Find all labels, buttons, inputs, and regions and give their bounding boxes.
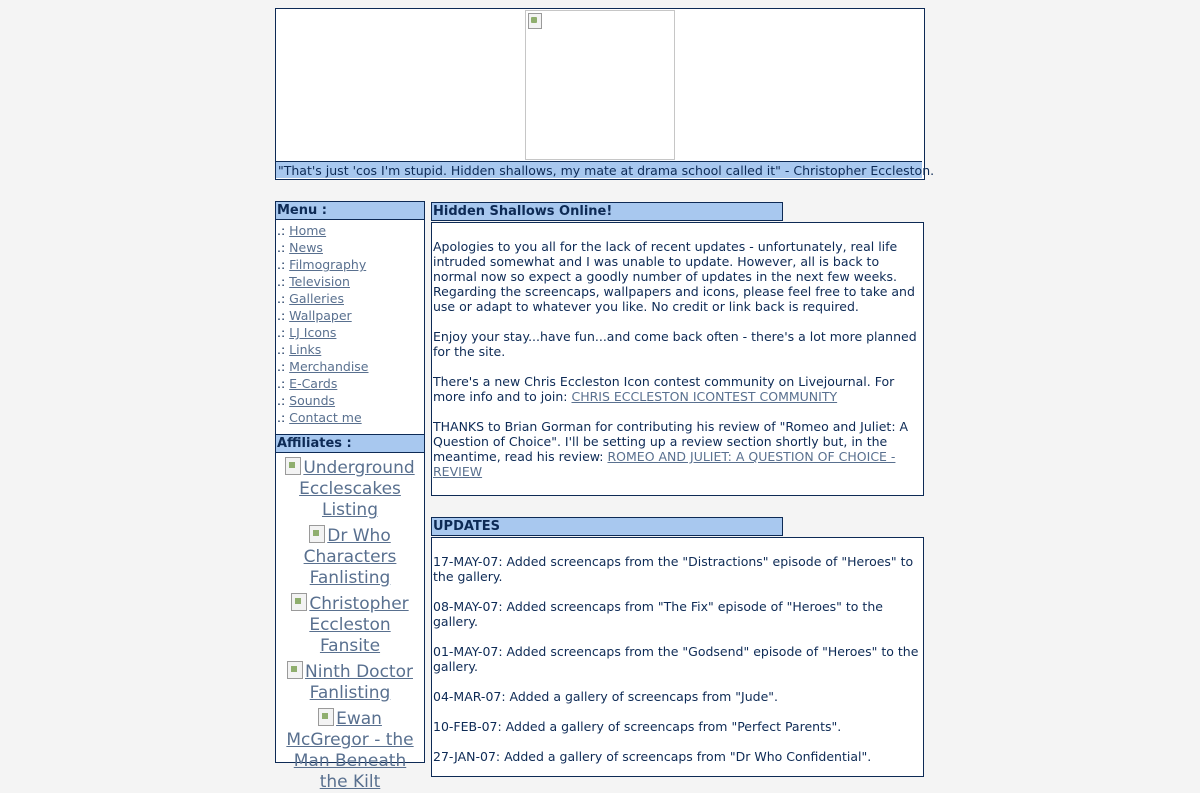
broken-image-icon bbox=[318, 708, 334, 726]
broken-image-icon bbox=[287, 661, 303, 679]
sidebar bbox=[275, 201, 425, 792]
menu-item-television bbox=[277, 273, 424, 290]
menu-item-galleries bbox=[277, 290, 424, 307]
welcome-paragraph: Enjoy your stay...have fun...and come back often - there's a lot more planned for the site. bbox=[433, 329, 917, 359]
welcome-paragraph bbox=[433, 374, 921, 404]
review-link[interactable]: ROMEO AND JULIET: A QUESTION OF CHOICE - REVIEW bbox=[433, 449, 896, 479]
welcome-paragraph: Apologies to you all for the lack of recent updates - unfortunately, real life intruded somewhat and I was unable to update. However, all is back to normal now so expect a goodly number of updates in the next few weeks. Regarding the screencaps, wallpapers and icons, please feel free to take and use or adapt to whatever you like. No credit or link back is required. bbox=[433, 239, 915, 314]
update-entry: 17-MAY-07: Added screencaps from the "Distractions" episode of "Heroes" to the gallery. bbox=[433, 554, 914, 584]
update-entry: 27-JAN-07: Added a gallery of screencaps from "Dr Who Confidential". bbox=[433, 749, 872, 764]
menu-bullet: .: bbox=[277, 291, 286, 306]
broken-image-icon bbox=[291, 593, 307, 611]
affiliate-label: Christopher Eccleston Fansite bbox=[309, 594, 409, 656]
banner-image bbox=[525, 10, 675, 160]
updates-title: UPDATES bbox=[431, 517, 783, 536]
menu-bullet: .: bbox=[277, 325, 286, 340]
broken-image-icon bbox=[309, 525, 325, 543]
paragraph-text: There's a new Chris Eccleston Icon contest community on Livejournal. For more info and to join: bbox=[433, 374, 895, 404]
menu-bullet: .: bbox=[277, 240, 286, 255]
welcome-box bbox=[431, 222, 924, 496]
menu-link-news[interactable]: News bbox=[289, 240, 323, 255]
menu-link-e-cards[interactable]: E-Cards bbox=[289, 376, 338, 391]
menu-bullet: .: bbox=[277, 223, 286, 238]
menu-item-home bbox=[277, 222, 424, 239]
menu-item-news bbox=[277, 239, 424, 256]
header-quote: "That's just 'cos I'm stupid. Hidden shallows, my mate at drama school called it" - Christopher Eccleston. bbox=[278, 163, 935, 178]
affiliate-link[interactable] bbox=[276, 661, 424, 704]
menu-item-lj-icons bbox=[277, 324, 424, 341]
menu-item-contact bbox=[277, 409, 424, 426]
menu-item-sounds bbox=[277, 392, 424, 409]
menu-link-home[interactable]: Home bbox=[289, 223, 327, 238]
menu-bullet: .: bbox=[277, 359, 286, 374]
menu-bullet: .: bbox=[277, 376, 286, 391]
paragraph-text: THANKS to Brian Gorman for contributing his review of "Romeo and Juliet: A Question of Choice". I'll be setting up a review section shortly but, in the meantime, read his review: bbox=[433, 419, 909, 464]
affiliate-label: Ewan McGregor - the Man Beneath the Kilt bbox=[286, 709, 414, 792]
menu-title: Menu : bbox=[276, 202, 424, 220]
menu-bullet: .: bbox=[277, 274, 286, 289]
menu-link-filmography[interactable]: Filmography bbox=[289, 257, 367, 272]
icontest-community-link[interactable]: CHRIS ECCLESTON ICONTEST COMMUNITY bbox=[571, 389, 838, 404]
menu-list bbox=[276, 220, 424, 430]
update-entry: 08-MAY-07: Added screencaps from "The Fix" episode of "Heroes" to the gallery. bbox=[433, 599, 883, 629]
update-entry: 04-MAR-07: Added a gallery of screencaps from "Jude". bbox=[433, 689, 779, 704]
menu-item-e-cards bbox=[277, 375, 424, 392]
welcome-paragraph bbox=[433, 419, 921, 479]
broken-image-icon bbox=[528, 13, 542, 29]
affiliate-label: Dr Who Characters Fanlisting bbox=[303, 526, 397, 588]
site-header bbox=[275, 8, 935, 180]
welcome-title: Hidden Shallows Online! bbox=[431, 202, 783, 221]
affiliate-link[interactable] bbox=[276, 525, 424, 589]
menu-bullet: .: bbox=[277, 342, 286, 357]
menu-link-television[interactable]: Television bbox=[289, 274, 350, 289]
update-entry: 01-MAY-07: Added screencaps from the "Godsend" episode of "Heroes" to the gallery. bbox=[433, 644, 919, 674]
affiliate-link[interactable] bbox=[276, 593, 424, 657]
menu-item-filmography bbox=[277, 256, 424, 273]
affiliate-link[interactable] bbox=[276, 457, 424, 521]
menu-link-links[interactable]: Links bbox=[289, 342, 322, 357]
menu-link-wallpaper[interactable]: Wallpaper bbox=[289, 308, 352, 323]
menu-bullet: .: bbox=[277, 257, 286, 272]
menu-link-galleries[interactable]: Galleries bbox=[289, 291, 344, 306]
affiliate-label: Ninth Doctor Fanlisting bbox=[305, 662, 413, 703]
broken-image-icon bbox=[285, 457, 301, 475]
affiliates-list bbox=[276, 453, 424, 793]
menu-bullet: .: bbox=[277, 393, 286, 408]
menu-item-links bbox=[277, 341, 424, 358]
affiliate-link[interactable] bbox=[276, 708, 424, 793]
menu-item-merchandise bbox=[277, 358, 424, 375]
menu-bullet: .: bbox=[277, 410, 286, 425]
menu-link-contact[interactable]: Contact me bbox=[289, 410, 362, 425]
menu-link-lj-icons[interactable]: LJ Icons bbox=[289, 325, 337, 340]
affiliate-label: Underground Ecclescakes Listing bbox=[299, 458, 415, 520]
update-entry: 10-FEB-07: Added a gallery of screencaps from "Perfect Parents". bbox=[433, 719, 842, 734]
affiliates-title: Affiliates : bbox=[276, 434, 424, 453]
menu-bullet: .: bbox=[277, 308, 286, 323]
menu-link-sounds[interactable]: Sounds bbox=[289, 393, 336, 408]
updates-box bbox=[431, 537, 924, 777]
menu-item-wallpaper bbox=[277, 307, 424, 324]
menu-link-merchandise[interactable]: Merchandise bbox=[289, 359, 369, 374]
